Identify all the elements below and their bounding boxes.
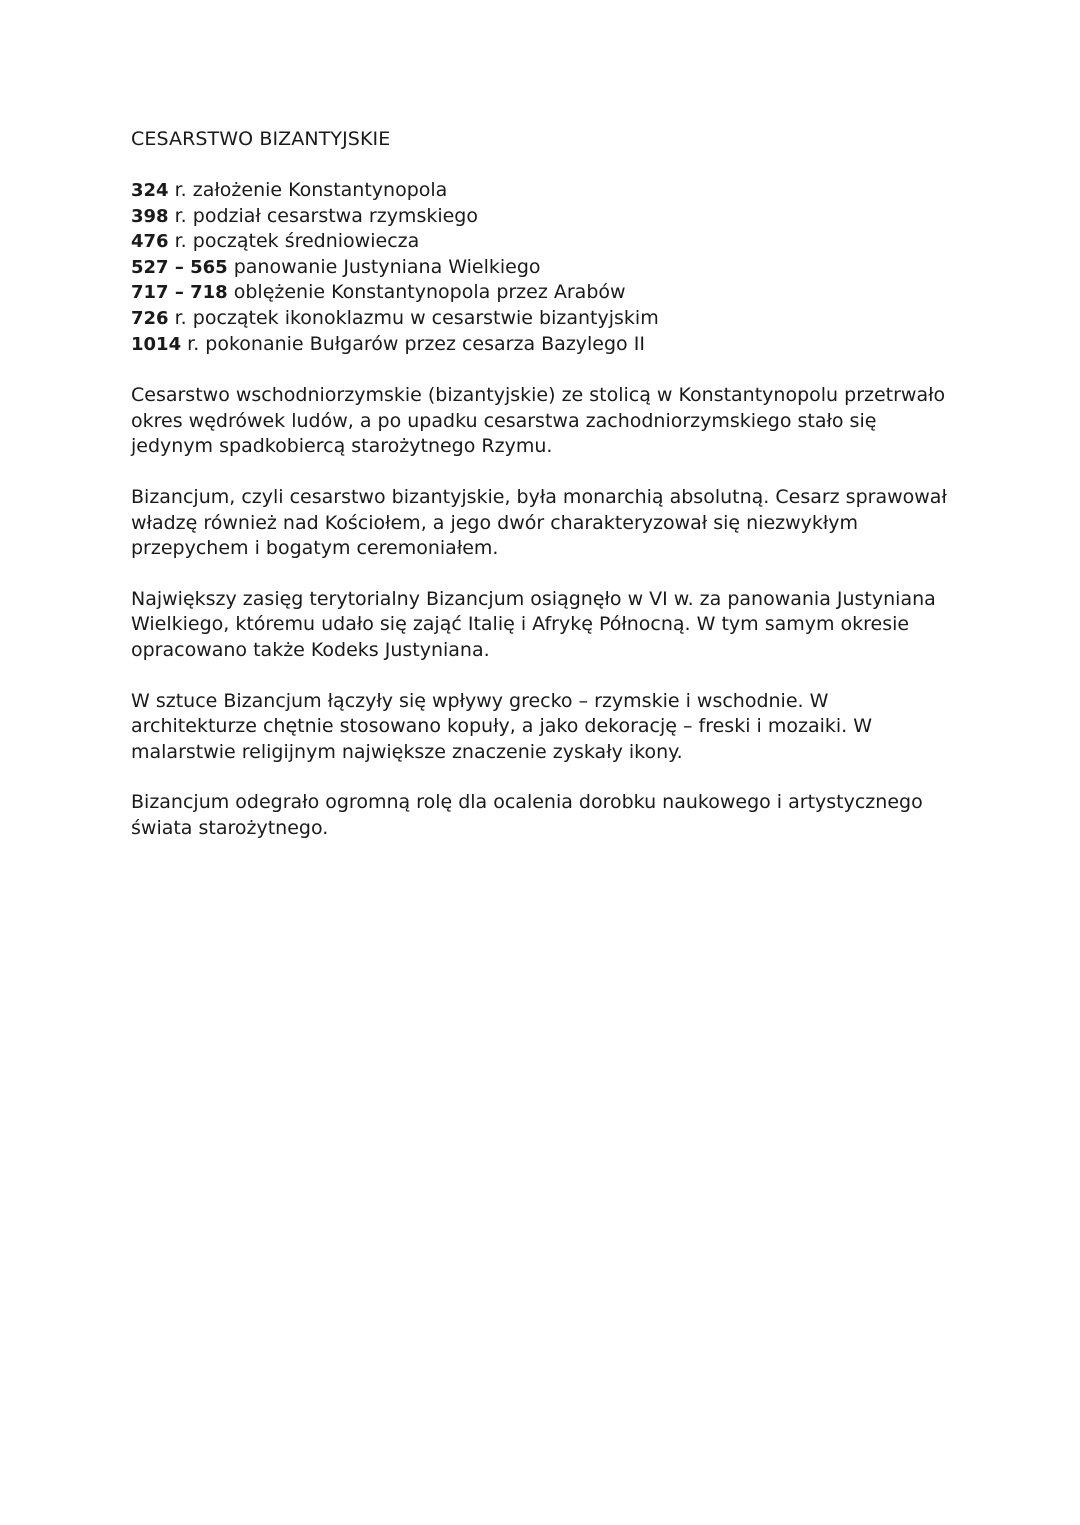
document-title: CESARSTWO BIZANTYJSKIE — [131, 128, 391, 150]
timeline-date: 726 — [131, 307, 169, 329]
timeline-item — [131, 255, 951, 281]
timeline-date: 324 — [131, 180, 169, 201]
timeline-item — [131, 204, 951, 230]
timeline-text: r. początek ikonoklazmu w cesarstwie bizantyjskim — [168, 306, 659, 329]
paragraph-empire-intro: Cesarstwo wschodniorzymskie (bizantyjskie) ze stolicą w Konstantynopolu przetrwało okres wędrówek ludów, a po upadku cesarstwa zachodniorzymskiego stało się jedynym spadkobiercą starożytnego Rzymu. — [131, 384, 946, 458]
timeline-item — [131, 178, 951, 204]
timeline-item — [131, 280, 951, 306]
timeline-item — [131, 229, 951, 255]
timeline-text: r. podział cesarstwa rzymskiego — [168, 204, 478, 227]
timeline-text: r. założenie Konstantynopola — [168, 179, 448, 201]
paragraph-monarchy: Bizancjum, czyli cesarstwo bizantyjskie, była monarchią absolutną. Cesarz sprawował władzę również nad Kościołem, a jego dwór charakteryzował się niezwykłym przepychem i bogatym ceremoniałem. — [131, 485, 947, 560]
timeline-list — [131, 178, 951, 357]
paragraph-territory: Największy zasięg terytorialny Bizancjum osiągnęło w VI w. za panowania Justyniana Wielkiego, któremu udało się zająć Italię i Afrykę Północną. W tym samym okresie opracowano także Kodeks Justyniana. — [131, 587, 936, 661]
timeline-date: 717 – 718 — [131, 282, 228, 304]
timeline-text: r. początek średniowiecza — [168, 230, 420, 253]
timeline-text: oblężenie Konstantynopola przez Arabów — [227, 281, 626, 304]
timeline-item — [131, 306, 951, 332]
paragraph-art: W sztuce Bizancjum łączyły się wpływy grecko – rzymskie i wschodnie. W architekturze chętnie stosowano kopuły, a jako dekorację – freski i mozaiki. W malarstwie religijnym największe znaczenie zyskały ikony. — [131, 689, 873, 763]
timeline-date: 527 – 565 — [131, 256, 228, 278]
timeline-date: 398 — [131, 205, 169, 227]
paragraph-legacy: Bizancjum odegrało ogromną rolę dla ocalenia dorobku naukowego i artystycznego świata starożytnego. — [131, 791, 923, 839]
document-page — [131, 126, 951, 866]
timeline-date: 1014 — [131, 333, 182, 355]
timeline-text: panowanie Justyniana Wielkiego — [227, 255, 541, 278]
timeline-item — [131, 332, 951, 358]
timeline-text: r. pokonanie Bułgarów przez cesarza Bazylego II — [181, 332, 645, 355]
timeline-date: 476 — [131, 231, 169, 253]
